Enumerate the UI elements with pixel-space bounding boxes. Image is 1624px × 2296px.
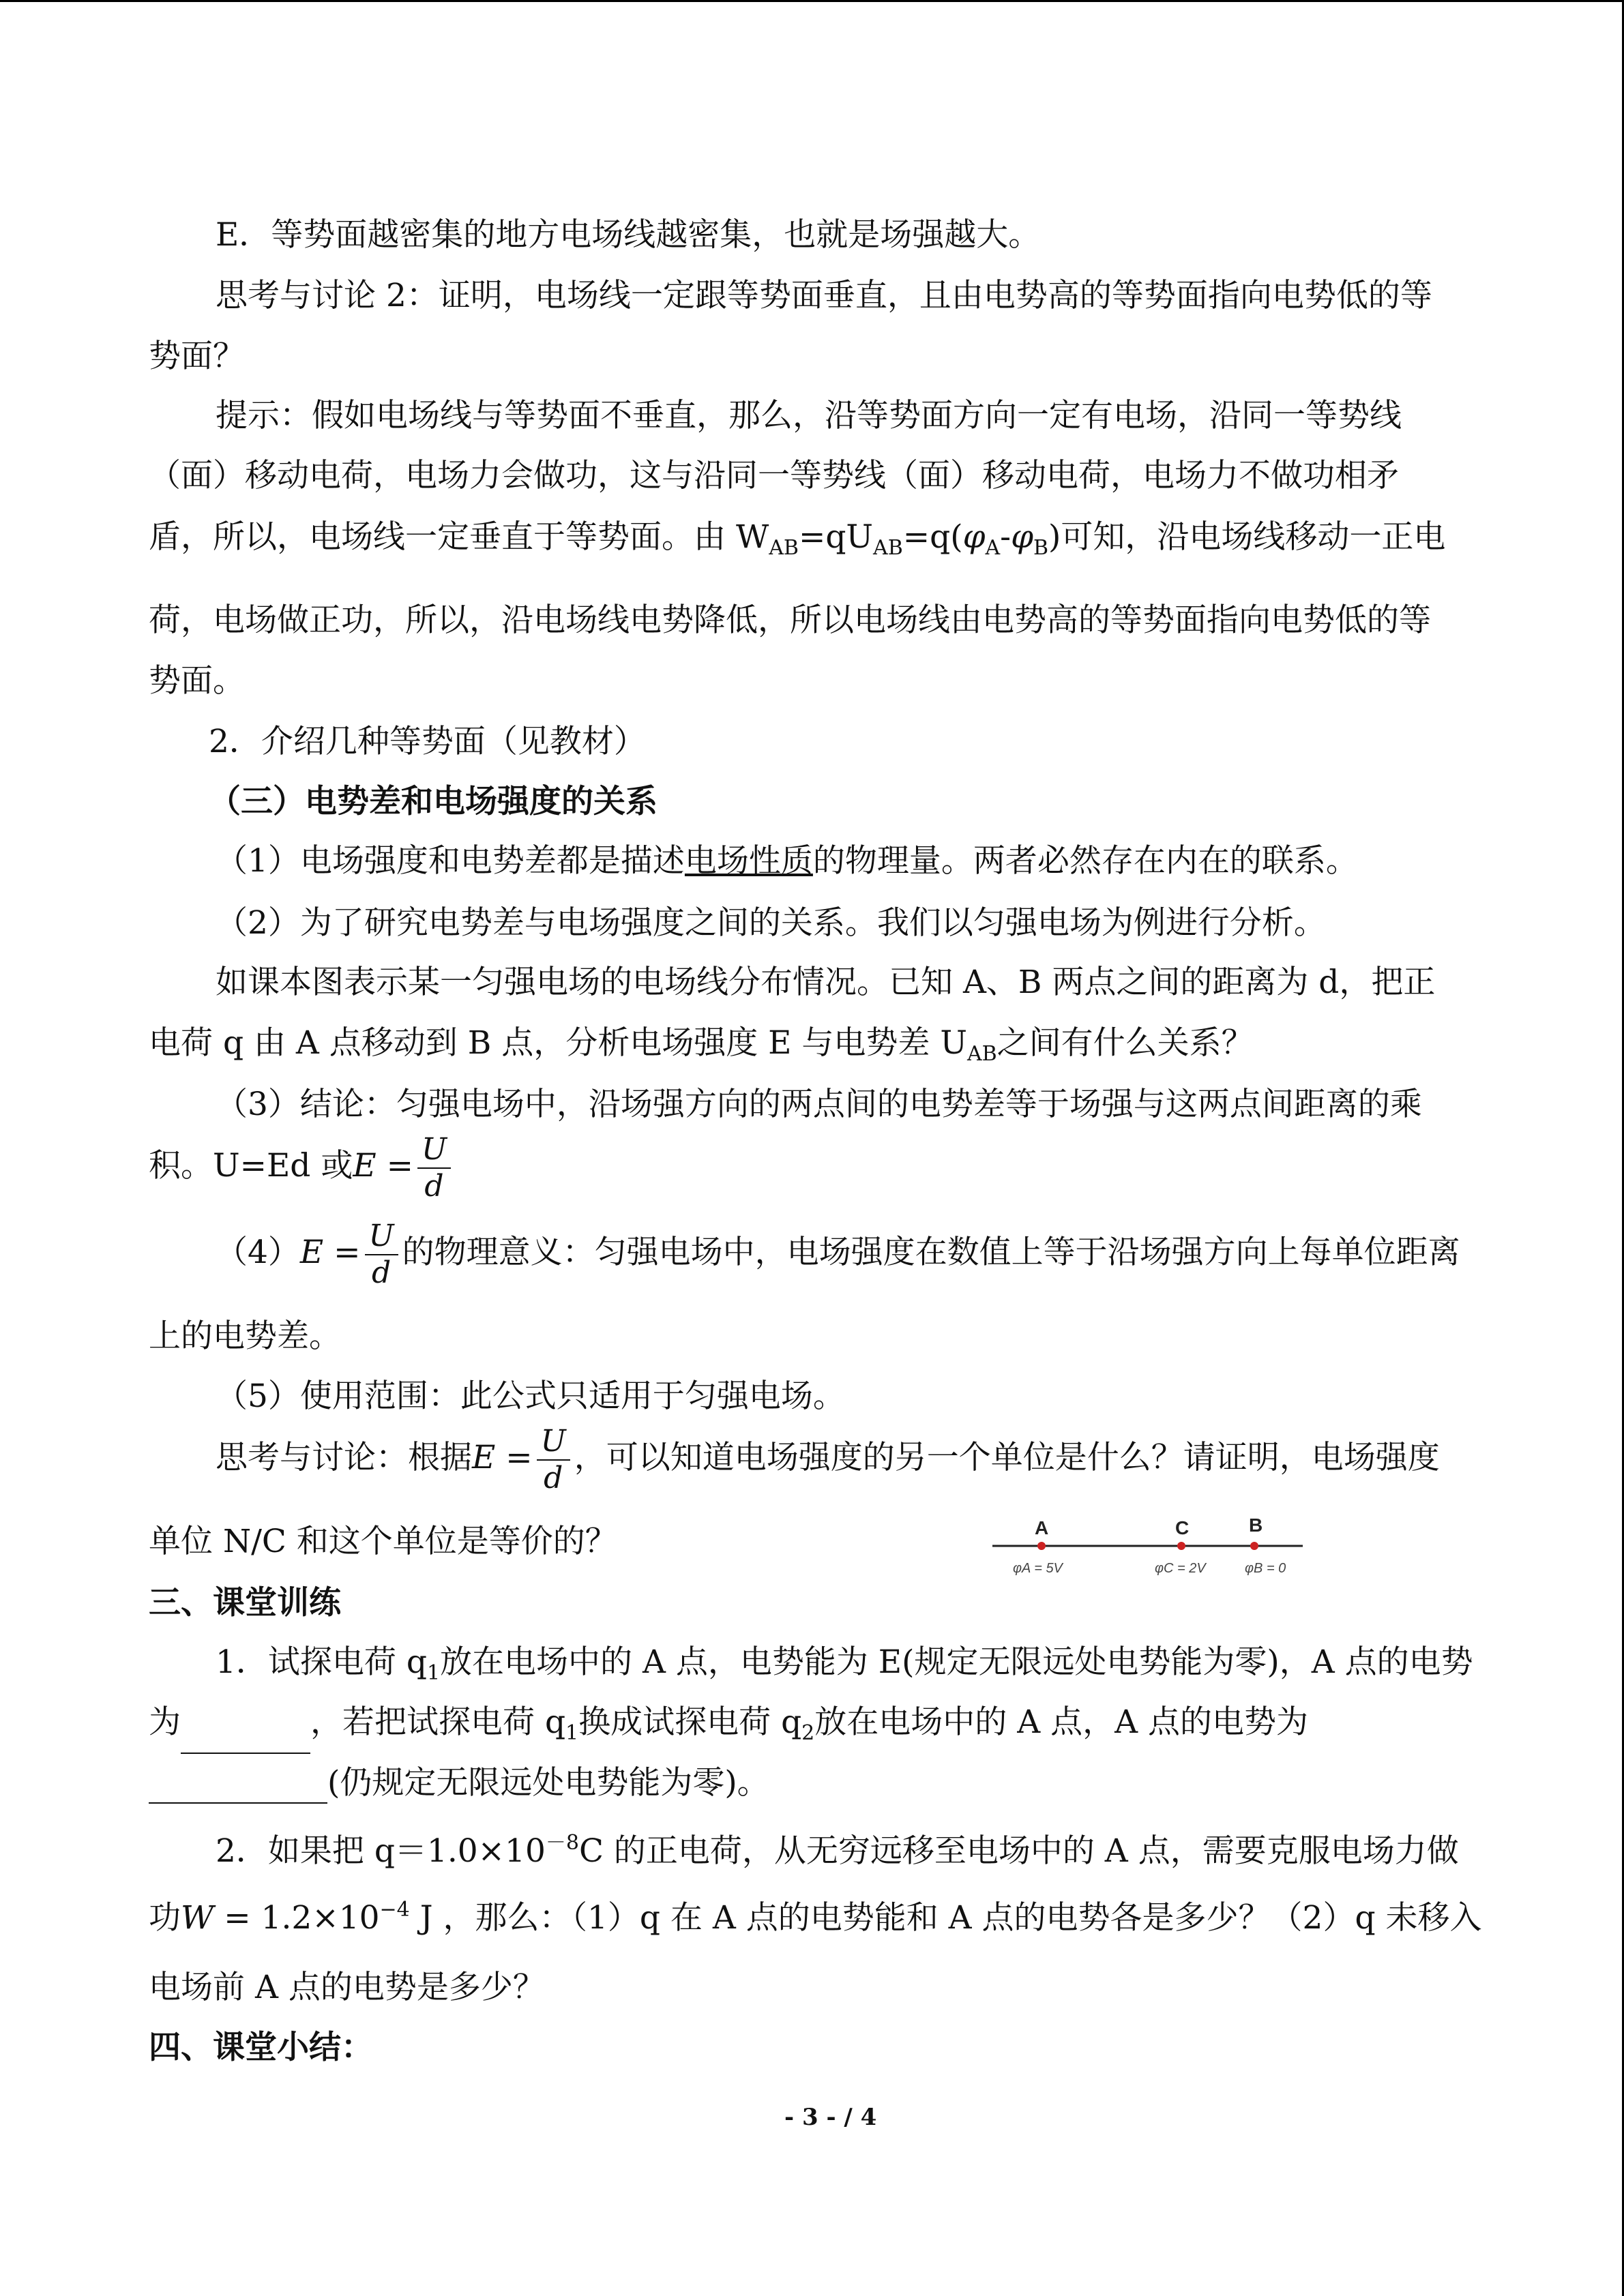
text-line: 提示：假如电场线与等势面不垂直，那么，沿等势面方向一定有电场，沿同一等势线 [216, 397, 1402, 434]
text-line: 2．如果把 $q=1.0\times 10^{-8}C$ 的正电荷，从无穷远移至电场中的 A 点，需要克服电场力做 [216, 1831, 1459, 1870]
text-line: 电荷 q 由 A 点移动到 B 点，分析电场强度 E 与电势差 $U_{AB}$之间有什么关系？ [149, 1024, 1254, 1066]
text-line: 荷，电场做正功，所以，沿电场线电势降低，所以电场线由电势高的等势面指向电势低的等 [149, 601, 1431, 639]
text-line: E．等势面越密集的地方电场线越密集，也就是场强越大。 [216, 216, 1041, 254]
point-b-dot [1250, 1542, 1258, 1550]
text-line: 1．试探电荷 $q_1$放在电场中的 A 点，电势能为 E(规定无限远处电势能为零)，A 点的电势 [216, 1643, 1473, 1685]
section-heading: （三）电势差和电场强度的关系 [209, 783, 658, 820]
text-line: 势面。 [149, 662, 245, 700]
text-line: 电场前 A 点的电势是多少？ [149, 1969, 545, 2006]
point-label-b: B [1249, 1515, 1263, 1536]
text-line-formula: 盾，所以，电场线一定垂直于等势面。由 $W_{AB}=qU_{AB}=q(\varphi_A-\varphi_B)$可知，沿电场线移动一正电 [149, 518, 1446, 560]
answer-blank[interactable] [181, 1721, 310, 1754]
potential-line-diagram [986, 1507, 1313, 1582]
point-c-dot [1177, 1542, 1185, 1550]
section-heading: 三、课堂训练 [149, 1584, 341, 1622]
text-line: 为 ，若把试探电荷 $q_1$换成试探电荷 $q_2$放在电场中的 A 点，A 点的电势为 [149, 1702, 1308, 1754]
answer-blank[interactable] [149, 1771, 327, 1804]
text-line: （2）为了研究电势差与电场强度之间的关系。我们以匀强电场为例进行分析。 [216, 904, 1326, 942]
text-line: 思考与讨论 2：证明，电场线一定跟等势面垂直，且由电势高的等势面指向电势低的等 [216, 277, 1432, 314]
text-line: (仍规定无限远处电势能为零)。 [149, 1763, 769, 1804]
text-line-formula: 思考与讨论：根据E = $\frac{U}{d}$ ，可以知道电场强度的另一个单位是什么？请证明，电场强度 [216, 1424, 1440, 1495]
fraction-u-over-d: $\frac{U}{d}$ [365, 1219, 398, 1291]
text-line-formula: 积。U=Ed 或E = $\frac{U}{d}$ [149, 1131, 455, 1204]
potential-label-c: φC = 2V [1155, 1561, 1206, 1576]
text-line: （3）结论：匀强电场中，沿场强方向的两点间的电势差等于场强与这两点间距离的乘 [216, 1086, 1422, 1123]
fraction-u-over-d: $\frac{U}{d}$ [537, 1424, 570, 1496]
text-line: （1）电场强度和电势差都是描述电场性质的物理量。两者必然存在内在的联系。 [216, 842, 1358, 880]
text-line: 如课本图表示某一匀强电场的电场线分布情况。已知 A、B 两点之间的距离为 d，把正 [216, 964, 1436, 1001]
point-label-a: A [1035, 1517, 1049, 1538]
point-a-dot [1037, 1542, 1046, 1550]
text-line: 势面？ [149, 338, 245, 375]
potential-label-a: φA = 5V [1013, 1561, 1063, 1576]
text-line-formula: 功$W = 1.2\times 10^{-4}$ J ，那么：（1）q 在 A 点的电势能和 A 点的电势各是多少？（2）q 未移入 [149, 1898, 1482, 1937]
potential-label-b: φB = 0 [1245, 1561, 1286, 1576]
text-line: 2．介绍几种等势面（见教材） [209, 723, 646, 760]
text-line: （面）移动电荷，电场力会做功，这与沿同一等势线（面）移动电荷，电场力不做功相矛 [149, 457, 1399, 494]
text-line: 上的电势差。 [149, 1317, 341, 1355]
fraction-u-over-d: $\frac{U}{d}$ [417, 1132, 451, 1204]
section-heading: 四、课堂小结： [149, 2029, 373, 2066]
page-number: - 3 - / 4 [784, 2104, 877, 2131]
text-line: （5）使用范围：此公式只适用于匀强电场。 [216, 1377, 845, 1415]
point-label-c: C [1175, 1517, 1190, 1538]
text-line: 单位 N/C 和这个单位是等价的？ [149, 1523, 617, 1560]
text-line-formula: （4）E = $\frac{U}{d}$ 的物理意义：匀强电场中，电场强度在数值上等于沿场强方向上每单位距离 [216, 1219, 1460, 1290]
